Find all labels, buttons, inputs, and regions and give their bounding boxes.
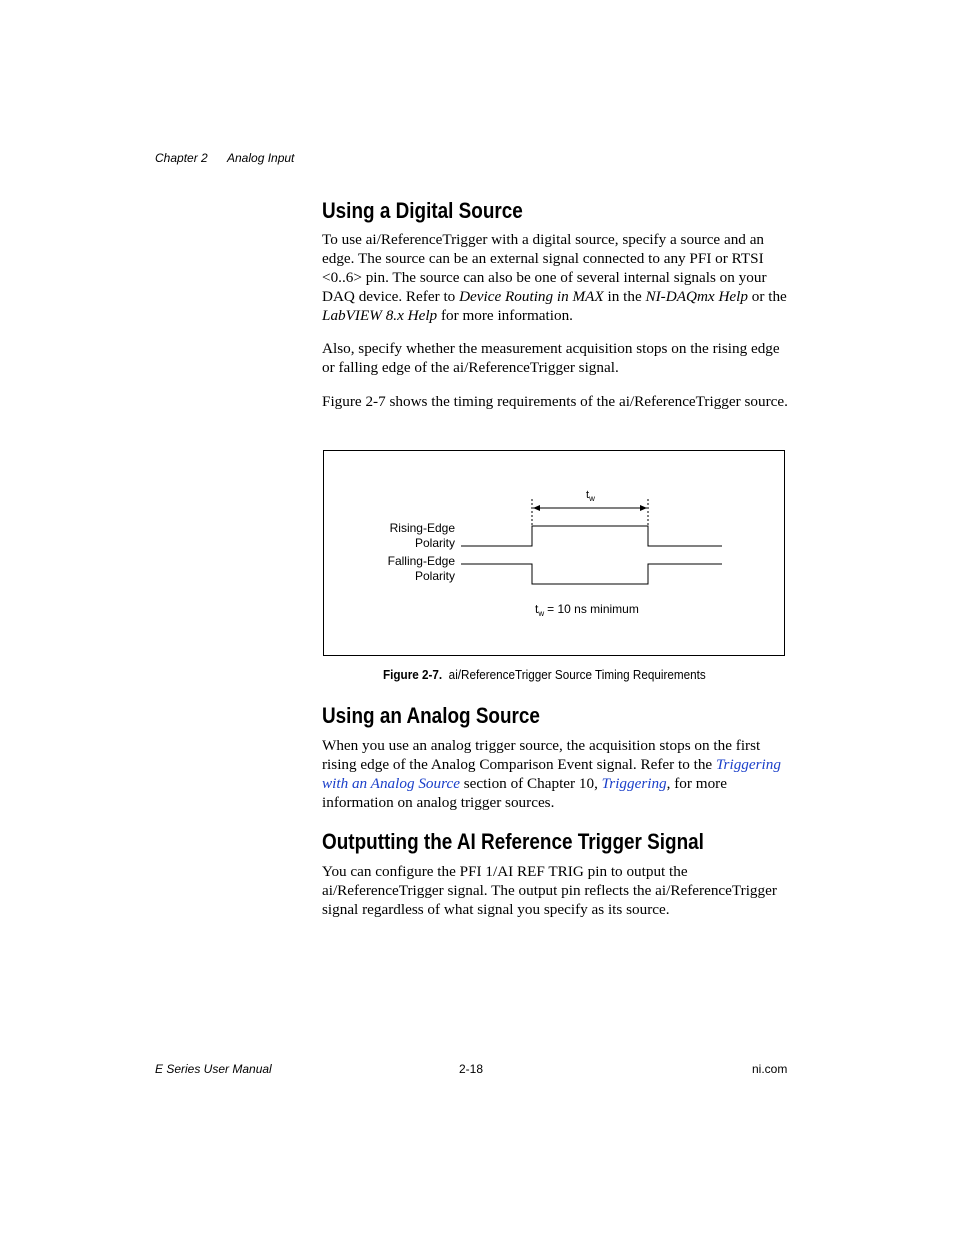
tw-label: $t_w$ [586, 489, 595, 503]
paragraph-digital-3: Figure 2-7 shows the timing requirements of the ai/ReferenceTrigger source. [322, 393, 788, 410]
paragraph-output: You can configure the PFI 1/AI REF TRIG pin to output the ai/ReferenceTrigger signal. The output pin reflects the ai/ReferenceTrigger signal regardless of what signal you specify as its source. [322, 863, 777, 918]
ref-labview-help: LabVIEW 8.x Help [322, 307, 438, 324]
link-triggering-analog-source[interactable]: Triggering with an Analog Source [322, 756, 781, 792]
footer-page-number: 2-18 [459, 1062, 484, 1076]
ref-nidaqmx-help: NI-DAQmx Help [645, 288, 748, 305]
footer-site: ni.com [752, 1062, 788, 1076]
heading-output-signal: Outputting the AI Reference Trigger Signal [322, 829, 704, 854]
falling-label-line2: Polarity [414, 569, 455, 583]
footer-manual-title: E Series User Manual [155, 1062, 272, 1076]
rising-label-line2: Polarity [414, 536, 455, 550]
falling-label-line1: Falling-Edge [387, 554, 455, 568]
paragraph-digital-2: Also, specify whether the measurement acquisition stops on the rising edge or falling edge of the ai/ReferenceTrigger signal. [322, 340, 780, 376]
falling-edge-waveform [461, 564, 722, 584]
ref-device-routing: Device Routing in MAX [459, 288, 604, 305]
rising-label-line1: Rising-Edge [389, 521, 455, 535]
link-triggering[interactable]: Triggering [601, 775, 667, 792]
heading-analog-source: Using an Analog Source [322, 703, 540, 728]
rising-edge-waveform [461, 526, 722, 546]
running-header-section: Analog Input [227, 151, 295, 165]
paragraph-digital-1: To use ai/ReferenceTrigger with a digital source, specify a source and an edge. The source can be an external signal connected to any PFI or RTSI <0..6> pin. The source can also be one of several internal signals on your DAQ device. Refer to Device Routing in MAX in the NI-DAQmx Help or the LabVIEW 8.x Help for more information. [322, 231, 787, 324]
tw-arrow-left [533, 505, 540, 511]
tw-arrow-right [640, 505, 647, 511]
tw-minimum-note: $t_w = 10$ ns minimum [535, 602, 639, 618]
running-header-chapter: Chapter 2 [155, 151, 208, 165]
heading-digital-source: Using a Digital Source [322, 198, 523, 223]
paragraph-analog: When you use an analog trigger source, the acquisition stops on the first rising edge of the Analog Comparison Event signal. Refer to the Triggering with an Analog Source section of Chapter 10, Triggering, for more information on analog trigger sources. [322, 737, 781, 811]
figure-caption: Figure 2-7. ai/ReferenceTrigger Source Timing Requirements [383, 667, 706, 682]
timing-diagram [323, 450, 785, 656]
